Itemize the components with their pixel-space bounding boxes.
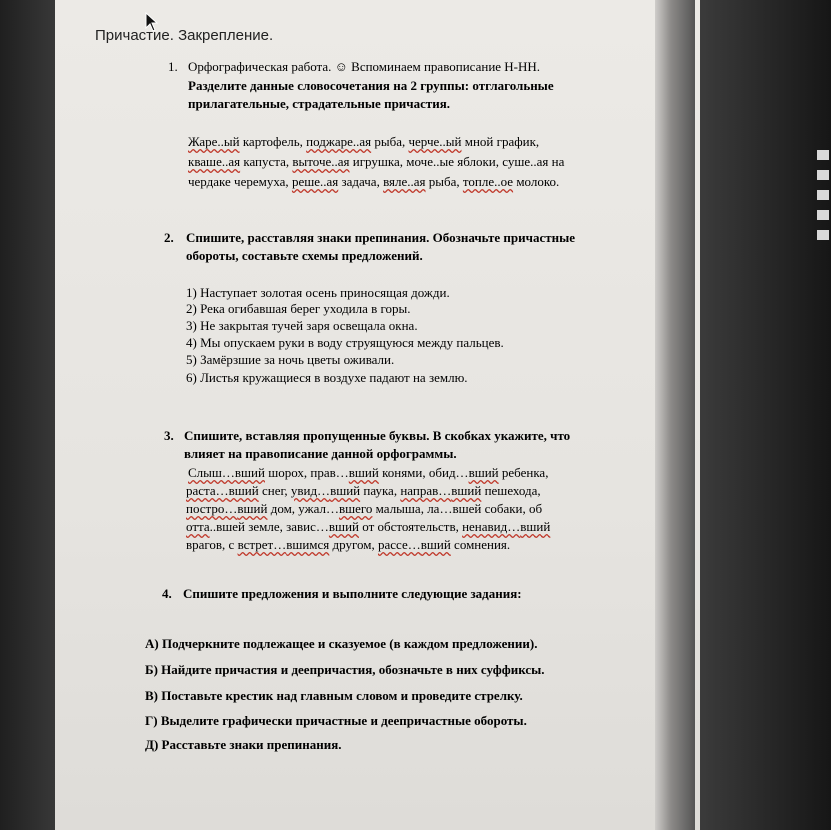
task2-sentence: 4) Мы опускаем руки в воду струящуюся между пальцев. [186, 335, 504, 350]
word: ненавид… [462, 519, 521, 534]
word: Слыш…вший [188, 465, 265, 480]
task1-instruction-line1: Разделите данные словосочетания на 2 группы: отглагольные [188, 78, 554, 93]
task1-phrases-line1 [188, 134, 539, 150]
word: встрет… [237, 537, 287, 552]
text: малыша, ла…вшей собаки, об [372, 501, 543, 516]
task3-words-line4 [186, 519, 550, 535]
word: вший [451, 483, 482, 498]
text: капуста, [240, 154, 293, 169]
task2-instruction-line1: Спишите, расставляя знаки препинания. Обозначьте причастные [186, 230, 576, 245]
task3-words-line1 [188, 465, 548, 481]
text: чердаке черемуха, [188, 174, 292, 189]
text: рыба, [425, 174, 463, 189]
task4-item: Б) Найдите причастия и деепричастия, обозначьте в них суффиксы. [145, 662, 545, 677]
text: снег, [258, 483, 291, 498]
task2-instruction-line2: обороты, составьте схемы предложений. [186, 248, 423, 263]
word: вший [237, 501, 268, 516]
word: поджаре..ая [306, 134, 372, 149]
task3-words-line3 [186, 501, 542, 517]
word: отта [186, 519, 210, 534]
task4-item: Д) Расставьте знаки препинания. [145, 737, 342, 752]
word: вший [348, 465, 379, 480]
word: Жаре..ый [188, 134, 240, 149]
page-edge-shadow [655, 0, 695, 830]
task1-instruction-line2: прилагательные, страдательные причастия. [188, 96, 451, 111]
text: дом, ужал… [267, 501, 339, 516]
text: конями, обид… [378, 465, 469, 480]
word: рассе… [377, 537, 421, 552]
text: пешехода, [481, 483, 541, 498]
task1-intro: Орфографическая работа. ☺ Вспоминаем правописание Н-НН. [188, 59, 541, 74]
document-page [55, 0, 715, 830]
word: постро… [186, 501, 238, 516]
word: реше..ая [291, 174, 339, 189]
word: топле..ое [462, 174, 514, 189]
word: вшего [338, 501, 373, 516]
text: ..вшей земле, завис… [209, 519, 329, 534]
text: врагов, с [186, 537, 238, 552]
word: вший [328, 519, 359, 534]
task1-phrases-line3 [188, 174, 559, 190]
text: игрушка, моче..ые яблоки, суше..ая на [349, 154, 565, 169]
word: увид… [290, 483, 331, 498]
task2-sentence: 5) Замёрзшие за ночь цветы оживали. [186, 352, 395, 367]
text: ребенка, [498, 465, 549, 480]
task3-instruction-line2: влияет на правописание данной орфограммы. [184, 446, 457, 461]
task2-sentence: 2) Река огибавшая берег уходила в горы. [186, 301, 411, 316]
task3-words-line2 [186, 483, 541, 499]
page-title: Причастие. Закрепление. [95, 27, 274, 44]
text: от обстоятельств, [358, 519, 463, 534]
task2-number: 2. [164, 230, 174, 245]
task2-sentence: 3) Не закрытая тучей заря освещала окна. [186, 318, 418, 333]
text: молоко. [513, 174, 560, 189]
word: кваше..ая [188, 154, 241, 169]
task4-item: А) Подчеркните подлежащее и сказуемое (в каждом предложении). [145, 636, 538, 651]
task1-number: 1. [168, 59, 178, 74]
text: задача, [338, 174, 384, 189]
text: рыба, [371, 134, 409, 149]
word: направ… [400, 483, 452, 498]
task2-sentence: 1) Наступает золотая осень приносящая дожди. [186, 285, 450, 300]
task4-item: В) Поставьте крестик над главным словом и проведите стрелку. [145, 688, 523, 703]
text: другом, [329, 537, 378, 552]
word: вший [468, 465, 499, 480]
text: сомнения. [450, 537, 511, 552]
word: раста… [186, 483, 229, 498]
task2-sentence: 6) Листья кружащиеся в воздухе падают на землю. [186, 370, 468, 385]
word: выточе..ая [292, 154, 350, 169]
scroll-markers [817, 150, 831, 260]
word: вший [228, 483, 259, 498]
task3-words-line5 [186, 537, 510, 553]
task4-item: Г) Выделите графически причастные и деепричастные обороты. [145, 713, 527, 728]
word: вший [520, 519, 551, 534]
word: вяле..ая [383, 174, 426, 189]
word: черче..ый [408, 134, 462, 149]
task1-phrases-line2 [188, 154, 564, 170]
text: мной график, [461, 134, 540, 149]
task4-number: 4. [162, 586, 172, 601]
text: картофель, [239, 134, 307, 149]
background-right [700, 0, 831, 830]
text: шорох, прав… [264, 465, 349, 480]
word: вшимся [286, 537, 330, 552]
task3-number: 3. [164, 428, 174, 443]
word: вший [330, 483, 361, 498]
text: паука, [360, 483, 401, 498]
word: вший [420, 537, 451, 552]
background-left [0, 0, 60, 830]
task4-instruction: Спишите предложения и выполните следующие задания: [183, 586, 522, 601]
task3-instruction-line1: Спишите, вставляя пропущенные буквы. В скобках укажите, что [184, 428, 571, 443]
